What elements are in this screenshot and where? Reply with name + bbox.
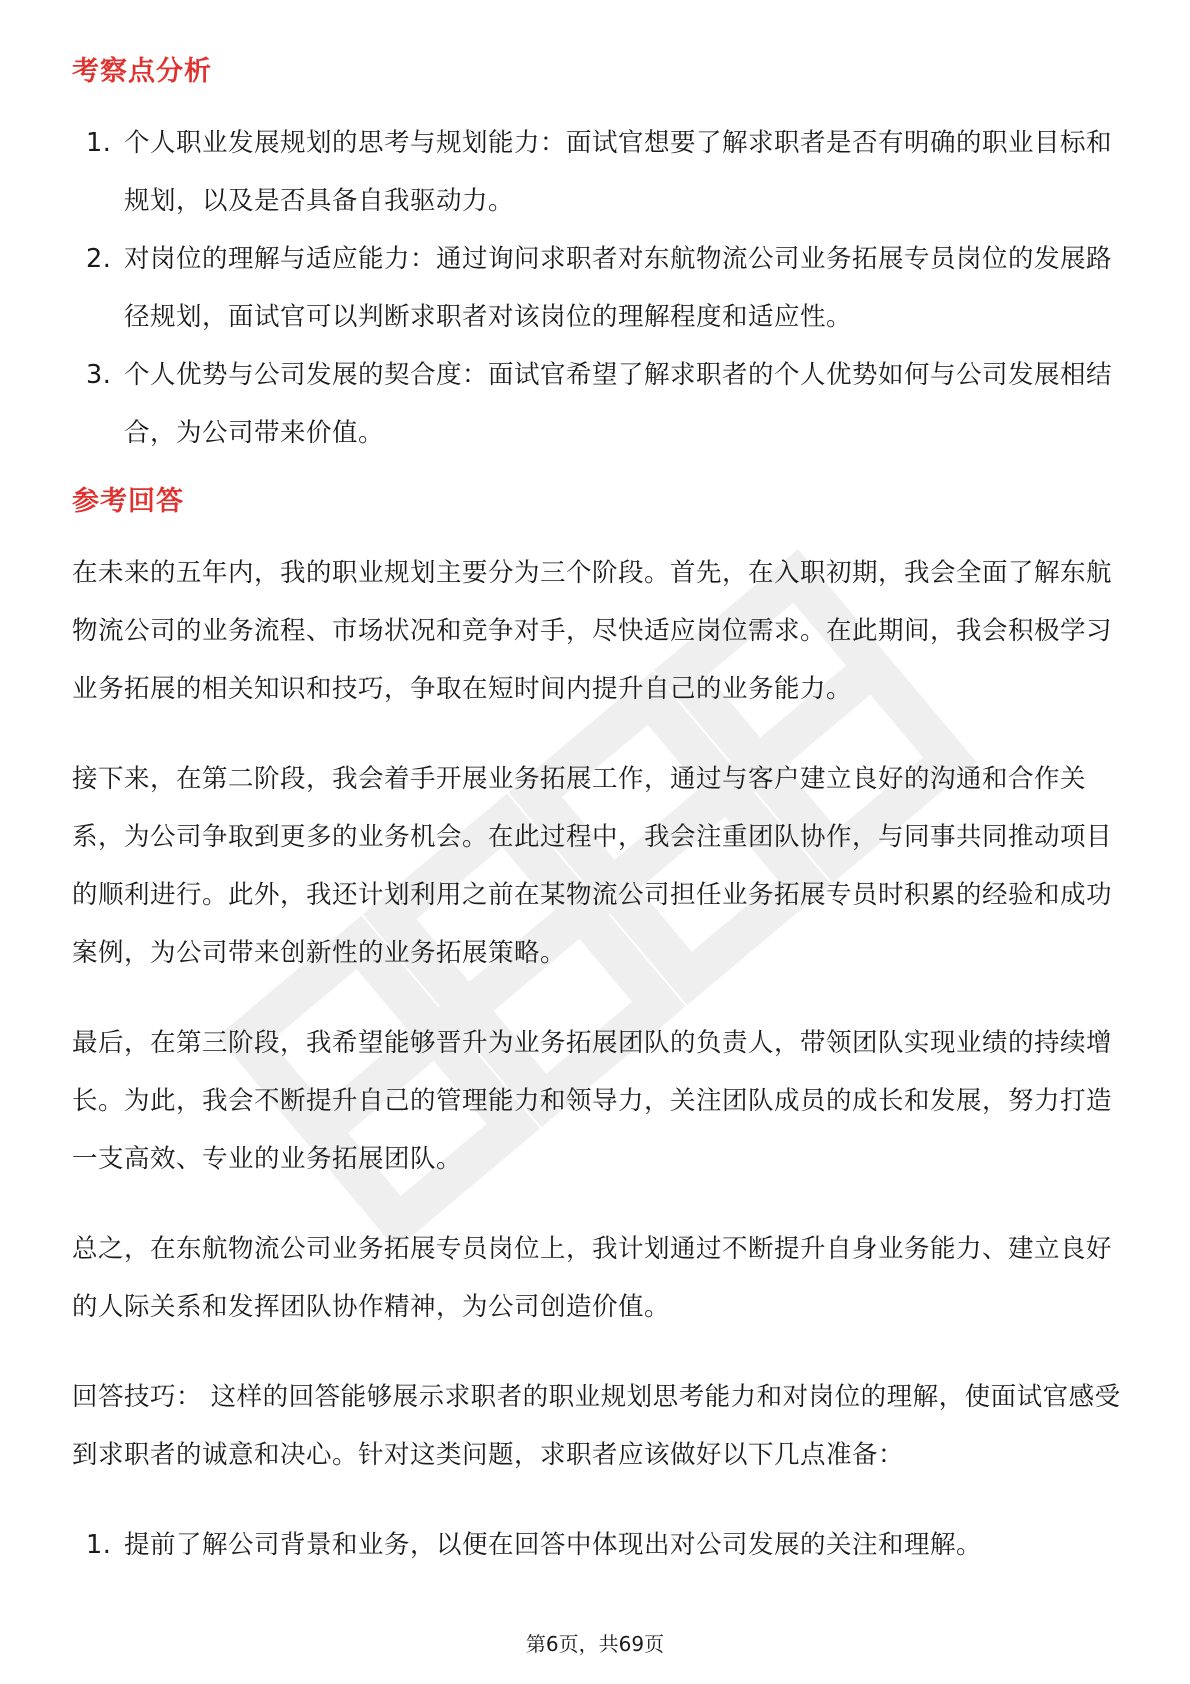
list-item-text: 个人优势与公司发展的契合度：面试官希望了解求职者的个人优势如何与公司发展相结合，为公司带来价值。 bbox=[124, 360, 1113, 448]
list-item-text: 提前了解公司背景和业务，以便在回答中体现出对公司发展的关注和理解。 bbox=[124, 1530, 983, 1560]
list-item bbox=[72, 114, 1122, 230]
section-title-answer: 参考回答 bbox=[72, 486, 184, 517]
list-item-number: 2. bbox=[86, 244, 112, 274]
list-item-number: 3. bbox=[86, 360, 112, 390]
main-content bbox=[72, 50, 1122, 1574]
list-item-text: 个人职业发展规划的思考与规划能力：面试官想要了解求职者是否有明确的职业目标和规划，以及是否具备自我驱动力。 bbox=[124, 128, 1113, 216]
analysis-list bbox=[72, 114, 1122, 462]
answer-paragraph: 在未来的五年内，我的职业规划主要分为三个阶段。首先，在入职初期，我会全面了解东航物流公司的业务流程、市场状况和竞争对手，尽快适应岗位需求。在此期间，我会积极学习业务拓展的相关知识和技巧，争取在短时间内提升自己的业务能力。 bbox=[72, 558, 1113, 704]
list-item-number: 1. bbox=[86, 128, 112, 158]
list-item-text: 对岗位的理解与适应能力：通过询问求职者对东航物流公司业务拓展专员岗位的发展路径规划，面试官可以判断求职者对该岗位的理解程度和适应性。 bbox=[124, 244, 1113, 332]
answer-paragraph: 总之，在东航物流公司业务拓展专员岗位上，我计划通过不断提升自身业务能力、建立良好的人际关系和发挥团队协作精神，为公司创造价值。 bbox=[72, 1234, 1113, 1322]
page-footer: 第6页，共69页 bbox=[525, 1632, 665, 1656]
answer-paragraph: 接下来，在第二阶段，我会着手开展业务拓展工作，通过与客户建立良好的沟通和合作关系，为公司争取到更多的业务机会。在此过程中，我会注重团队协作，与同事共同推动项目的顺利进行。此外，我还计划利用之前在某物流公司担任业务拓展专员时积累的经验和成功案例，为公司带来创新性的业务拓展策略。 bbox=[72, 764, 1113, 968]
list-item-number: 1. bbox=[86, 1530, 112, 1560]
section-title-analysis: 考察点分析 bbox=[72, 56, 212, 87]
tips-list bbox=[72, 1516, 1122, 1574]
list-item bbox=[72, 346, 1122, 462]
list-item bbox=[72, 230, 1122, 346]
answer-tips-paragraph: 回答技巧： 这样的回答能够展示求职者的职业规划思考能力和对岗位的理解，使面试官感受到求职者的诚意和决心。针对这类问题，求职者应该做好以下几点准备： bbox=[72, 1382, 1121, 1470]
list-item bbox=[72, 1516, 1122, 1574]
answer-paragraph: 最后，在第三阶段，我希望能够晋升为业务拓展团队的负责人，带领团队实现业绩的持续增长。为此，我会不断提升自己的管理能力和领导力，关注团队成员的成长和发展，努力打造一支高效、专业的业务拓展团队。 bbox=[72, 1028, 1113, 1174]
